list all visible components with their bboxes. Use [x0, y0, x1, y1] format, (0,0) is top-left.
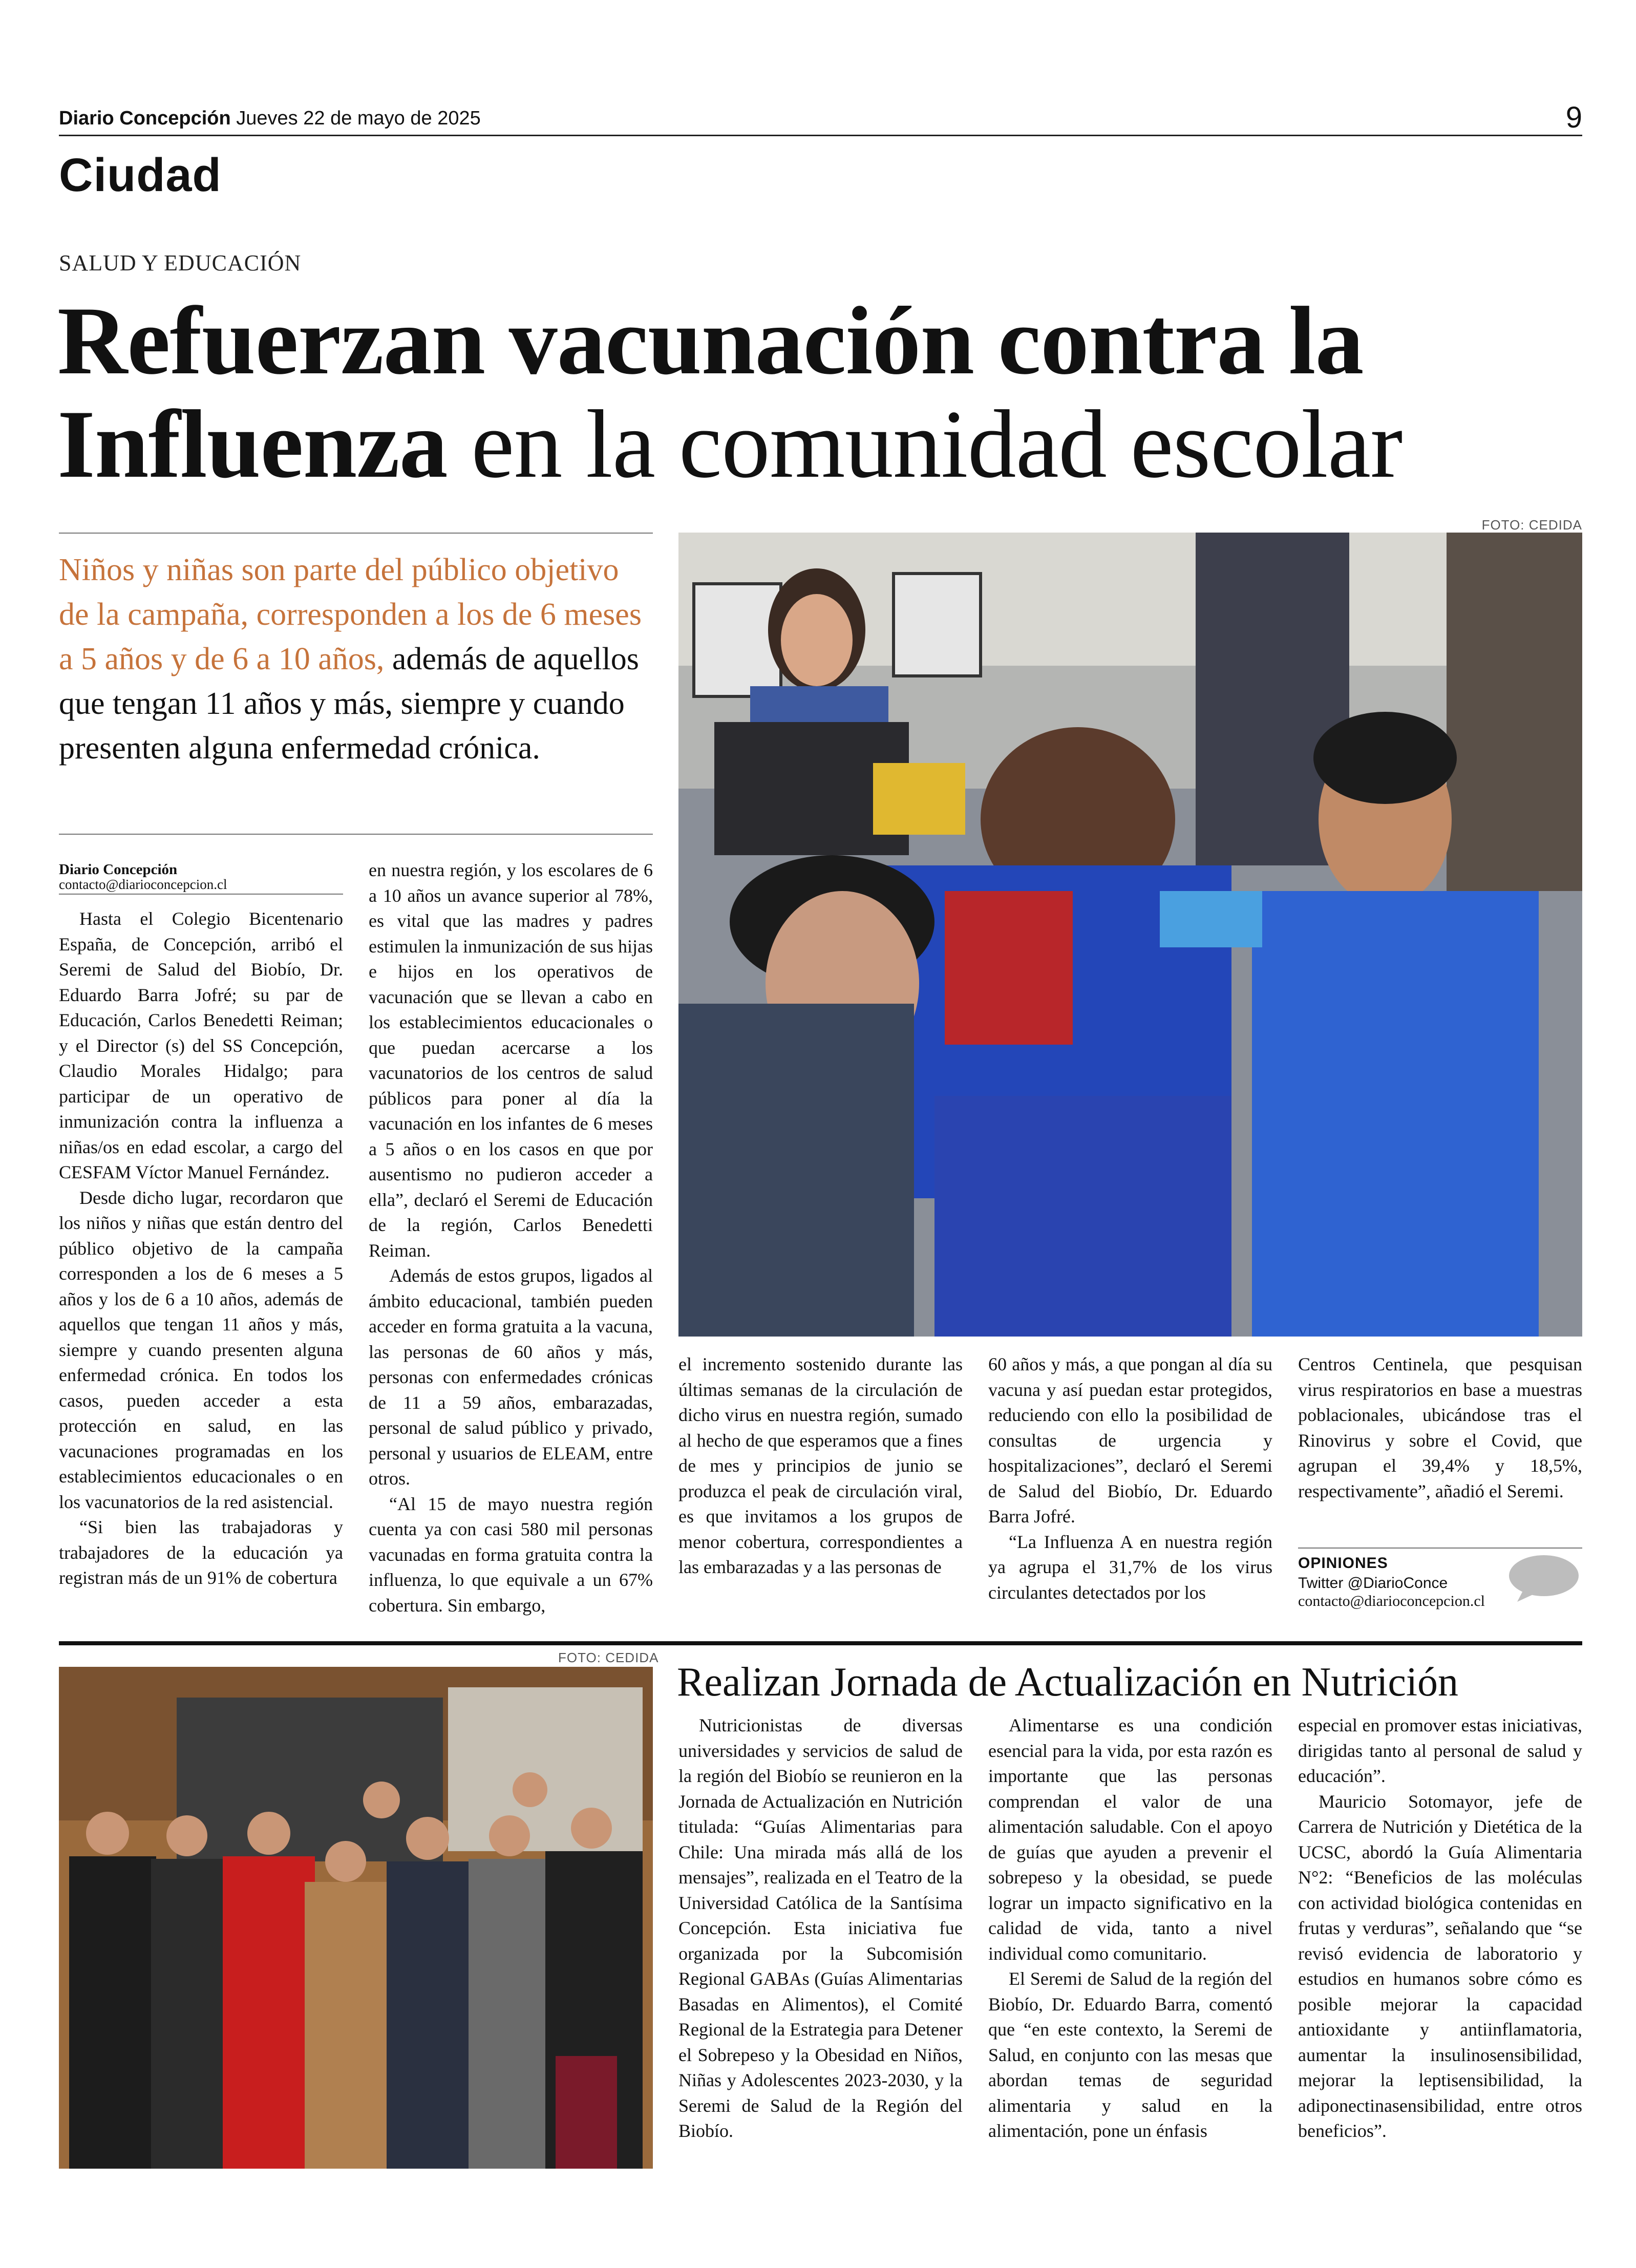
paragraph: Alimentarse es una condición esencial para la vida, por esta razón es importante que las personas comprendan el valor de una alimentación saludable. Con el apoyo de guías que ayuden a prevenir el sobrepeso y la obesidad, se puede lograr un impacto significativo en la calidad de vida, tanto a nivel individual como comunitario.: [988, 1715, 1272, 1964]
paragraph: especial en promover estas iniciativas, dirigidas tanto al personal de salud y educación”.: [1298, 1715, 1582, 1786]
paragraph: “Si bien las trabajadoras y trabajadores de la educación ya registran más de un 91% de cobertura: [59, 1517, 343, 1588]
paragraph: Nutricionistas de diversas universidades y servicios de salud de la región del Biobío se reunieron en la Jornada de Actualización en Nutrición titulada: “Guías Alimentarias para Chile: Una mirada más allá de los mensajes”, realizada en el Teatro de la Universidad Católica de la Santísima Concepción. Esta iniciativa fue organizada por la Subcomisión Regional GABAs (Guías Alimentarias Basadas en Alimentos), el Comité Regional de la Estrategia para Detener el Sobrepeso y la Obesidad en Niños, Niñas y Adolescentes 2023-2030, y la Seremi de Salud de la Región del Biobío.: [678, 1715, 963, 2141]
headline-regular-2: en la comunidad escolar: [447, 391, 1403, 498]
article2-column-2: [988, 1713, 1272, 2144]
paragraph: Centros Centinela, que pesquisan virus respiratorios en base a muestras poblacionales, ubicándose tras el Rinovirus y sobre el Covid, que agrupan el 39,4% y 18,5%, respectivamente”, añadió el Seremi.: [1298, 1354, 1582, 1501]
paragraph: “La Influenza A en nuestra región ya agrupa el 31,7% de los virus circulantes detectados por los: [988, 1531, 1272, 1603]
paragraph: Mauricio Sotomayor, jefe de Carrera de Nutrición y Dietética de la UCSC, abordó la Guía Alimentaria N°2: “Beneficios de las moléculas con actividad biológica contenidas en frutas y verduras”, señalando que “se revisó evidencia de laboratorio y estudios en humanos sobre cómo es posible mejorar la capacidad antioxidante y antiinflamatoria, aumentar la insulinosensibilidad, mejorar la leptisensibilidad, la adiponectinasensibilidad, entre otros beneficios”.: [1298, 1791, 1582, 2141]
opinion-twitter: Twitter @DiarioConce: [1298, 1575, 1448, 1592]
article-summary: [59, 548, 655, 771]
group-photo-illustration: [59, 1667, 653, 2169]
paragraph: “Al 15 de mayo nuestra región cuenta ya con casi 580 mil personas vacunadas en forma gratuita contra la influenza, lo que equivale a un 67% cobertura. Sin embargo,: [369, 1493, 653, 1616]
paragraph: el incremento sostenido durante las últimas semanas de la circulación de dicho virus en nuestra región, sumado al hecho de que esperamos que a fines de mes y principios de junio se produzca el peak de circulación viral, es que invitamos a los grupos de menor cobertura, correspondientes a las embarazadas y a las personas de: [678, 1354, 963, 1577]
paper-name: Diario Concepción: [59, 108, 231, 129]
paragraph: 60 años y más, a que pongan al día su vacuna y así puedan estar protegidos, reduciendo con ello la posibilidad de consultas de urgencia y hospitalizaciones”, declaró el Seremi de Salud del Biobío, Dr. Eduardo Barra Jofré.: [988, 1354, 1272, 1527]
article-headline: [57, 289, 1583, 496]
masthead: [59, 108, 481, 130]
paragraph: Además de estos grupos, ligados al ámbito educacional, también pueden acceder en forma gratuita a la vacuna, las personas de 60 años y más, personas con enfermedades crónicas de 11 a 59 años, embarazadas, personal de salud público y privado, personal y usuarios de ELEAM, entre otros.: [369, 1265, 653, 1489]
paragraph: en nuestra región, y los escolares de 6 a 10 años un avance superior al 78%, es vital que las madres y padres estimulen la inmunización de sus hijas e hijos en los operativos de vacunación que se llevan a cabo en los establecimientos educacionales o que puedan acercarse a los vacunatorios de los centros de salud públicos para poner al día la vacunación en los infantes de 6 meses a 5 años o en los casos en que por ausentismo no pudieron acceder a ella”, declaró el Seremi de Educación de la región, Carlos Benedetti Reiman.: [369, 860, 653, 1261]
paragraph: Desde dicho lugar, recordaron que los niños y niñas que están dentro del público objetivo de la campaña corresponden a los de 6 meses a 5 años y los de 6 a 10 años, además de aquellos que tengan 11 años y más, siempre y cuando presenten alguna enfermedad crónica. En todos los casos, pueden acceder a esta protección en salud, en las vacunaciones programadas en los establecimientos educacionales o en los vacunatorios de la red asistencial.: [59, 1187, 343, 1512]
paragraph: El Seremi de Salud de la región del Biobío, Dr. Eduardo Barra, comentó que “en este contexto, la Seremi de Salud, en conjunto con las mesas que abordan temas de seguridad alimentaria y salud en la alimentación, pone un énfasis: [988, 1968, 1272, 2141]
article-column-5: [1298, 1352, 1582, 1504]
section-divider: [59, 1641, 1582, 1645]
issue-date: Jueves 22 de mayo de 2025: [236, 108, 481, 129]
article-column-2: [369, 858, 653, 1618]
byline: Diario Concepción: [59, 861, 178, 878]
summary-accent: Niños y niñas son parte del público objetivo de la campaña, corresponden a los de 6 meses a 5 años y de 6 a 10 años,: [59, 553, 642, 676]
vaccination-photo-illustration: [678, 533, 1582, 1337]
article2-column-1: [678, 1713, 963, 2144]
article-kicker: SALUD Y EDUCACIÓN: [59, 250, 302, 275]
byline-email: contacto@diarioconcepcion.cl: [59, 877, 227, 892]
page-number: 9: [1565, 101, 1582, 134]
header-rule: [59, 135, 1582, 136]
photo-credit-2: FOTO: CEDIDA: [558, 1650, 659, 1665]
opinion-email: contacto@diarioconcepcion.cl: [1298, 1593, 1485, 1609]
byline-rule: [59, 894, 343, 895]
opinion-title: OPINIONES: [1298, 1555, 1388, 1572]
summary-rule-top: [59, 533, 653, 534]
summary-rest: además de aquellos que tengan 11 años y más, siempre y cuando presenten alguna enfermedad crónica.: [59, 642, 639, 766]
headline-bold-2: Influenza: [57, 391, 448, 498]
speech-bubble-icon: [1508, 1554, 1580, 1603]
summary-rule-bottom: [59, 834, 653, 835]
headline-line-1: Refuerzan vacunación contra la: [57, 287, 1364, 395]
vaccination-photo: [678, 533, 1582, 1337]
section-title: Ciudad: [59, 149, 222, 201]
nutrition-group-photo: [59, 1667, 653, 2169]
photo-credit: FOTO: CEDIDA: [1481, 517, 1582, 533]
article-column-4: [988, 1352, 1272, 1605]
opinion-rule: [1298, 1548, 1582, 1549]
article2-headline: Realizan Jornada de Actualización en Nutrición: [677, 1660, 1459, 1705]
article-column-1: [59, 906, 343, 1591]
article-column-3: [678, 1352, 963, 1580]
paragraph: Hasta el Colegio Bicentenario España, de Concepción, arribó el Seremi de Salud del Biobío, Dr. Eduardo Barra Jofré; su par de Educación, Carlos Benedetti Reiman; y el Director (s) del SS Concepción, Claudio Morales Hidalgo; para participar de un operativo de inmunización contra la influenza a niñas/os en edad escolar, a cargo del CESFAM Víctor Manuel Fernández.: [59, 908, 343, 1182]
article2-column-3: [1298, 1713, 1582, 2144]
